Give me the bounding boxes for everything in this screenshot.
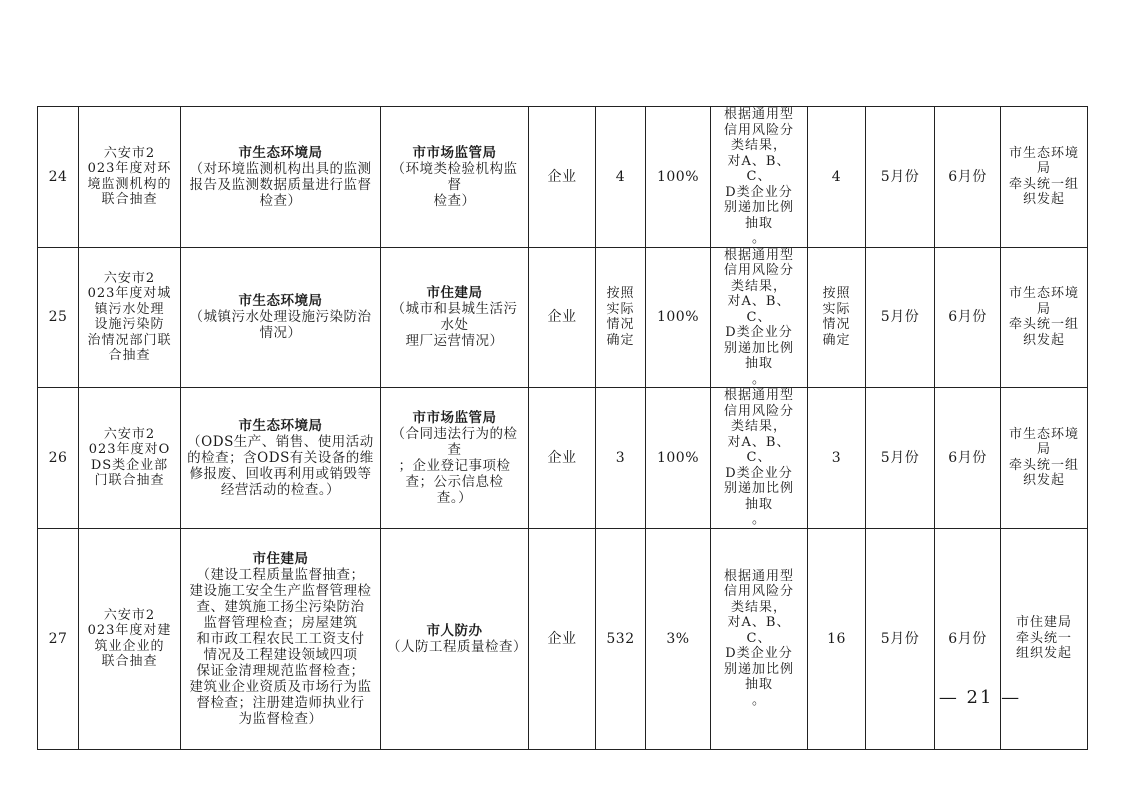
sampling-method-cell: 根据通用型 信用风险分 类结果， 对A、B、C、 D类企业分 别递加比例 抽取 。: [711, 388, 808, 529]
task-name-cell: 六安市2 023年度对城 镇污水处理 设施污染防 治情况部门联 合抽查: [79, 247, 181, 388]
lead-department-name: 市生态环境局: [238, 293, 323, 310]
cooperating-department-name: 市人防办: [426, 622, 483, 639]
task-name-cell: 六安市2 023年度对O DS类企业部 门联合抽查: [79, 388, 181, 529]
table-row: [38, 247, 1088, 388]
lead-department-items: （城镇污水处理设施污染防治情况）: [189, 309, 372, 342]
inspection-object-cell: 企业: [529, 528, 596, 749]
sampling-method-cell: 根据通用型 信用风险分 类结果， 对A、B、C、 D类企业分 别递加比例 抽取 。: [711, 107, 808, 248]
row-number-cell: 27: [38, 528, 79, 749]
object-count-cell: 3: [596, 388, 646, 529]
cooperating-department-items: （城市和县城生活污水处 理厂运营情况）: [391, 301, 518, 350]
sample-count-cell: 3: [808, 388, 866, 529]
inspection-object-cell: 企业: [529, 388, 596, 529]
inspection-plan-table: [37, 106, 1088, 750]
object-count-cell: 按照 实际 情况 确定: [596, 247, 646, 388]
lead-department-items: （建设工程质量监督抽查； 建设施工安全生产监督管理检 查、建筑施工扬尘污染防治 监督管理检查；房屋建筑 和市政工程农民工工资支付 情况及工程建设领域四项 保证金清理规范监督检查； 建筑业企业资质及市场行为监 督检查；注册建造师执业行 为监督检查）: [189, 566, 372, 727]
table-row: [38, 528, 1088, 749]
remark-cell: 市住建局 牵头统一 组织发起: [1001, 528, 1088, 749]
start-month-cell: 5月份: [866, 528, 935, 749]
cooperating-department-name: 市市场监管局: [412, 409, 497, 426]
sampling-method-cell: 根据通用型 信用风险分 类结果， 对A、B、C、 D类企业分 别递加比例 抽取 。: [711, 247, 808, 388]
end-month-cell: 6月份: [935, 528, 1001, 749]
cooperating-department-items: （人防工程质量检查）: [387, 638, 527, 655]
cooperating-department-cell: [381, 528, 529, 749]
sample-count-cell: 16: [808, 528, 866, 749]
remark-cell: 市生态环境局 牵头统一组 织发起: [1001, 247, 1088, 388]
cooperating-department-cell: [381, 107, 529, 248]
sampling-ratio-cell: 100%: [646, 247, 711, 388]
cooperating-department-cell: [381, 388, 529, 529]
lead-department-cell: [181, 247, 381, 388]
lead-department-name: 市生态环境局: [238, 144, 323, 161]
end-month-cell: 6月份: [935, 388, 1001, 529]
table-row: [38, 107, 1088, 248]
lead-department-name: 市住建局: [252, 550, 309, 567]
lead-department-cell: [181, 528, 381, 749]
lead-department-cell: [181, 107, 381, 248]
task-name-cell: 六安市2 023年度对环 境监测机构的 联合抽查: [79, 107, 181, 248]
task-name-cell: 六安市2 023年度对建 筑业企业的 联合抽查: [79, 528, 181, 749]
start-month-cell: 5月份: [866, 247, 935, 388]
row-number-cell: 24: [38, 107, 79, 248]
sample-count-cell: 按照 实际 情况 确定: [808, 247, 866, 388]
remark-cell: 市生态环境局 牵头统一组 织发起: [1001, 107, 1088, 248]
end-month-cell: 6月份: [935, 107, 1001, 248]
sampling-ratio-cell: 3%: [646, 528, 711, 749]
start-month-cell: 5月份: [866, 107, 935, 248]
start-month-cell: 5月份: [866, 388, 935, 529]
cooperating-department-cell: [381, 247, 529, 388]
cooperating-department-items: （合同违法行为的检查 ；企业登记事项检 查；公示信息检 查。）: [391, 425, 518, 506]
remark-cell: 市生态环境局 牵头统一组 织发起: [1001, 388, 1088, 529]
lead-department-items: （对环境监测机构出具的监测 报告及监测数据质量进行监督 检查）: [189, 160, 372, 209]
object-count-cell: 4: [596, 107, 646, 248]
sampling-ratio-cell: 100%: [646, 107, 711, 248]
page-number: — 21 —: [938, 687, 1022, 708]
sample-count-cell: 4: [808, 107, 866, 248]
lead-department-items: （ODS生产、销售、使用活动 的检查；含ODS有关设备的维 修报废、回收再利用或销毁等 经营活动的检查。）: [187, 433, 374, 498]
row-number-cell: 26: [38, 388, 79, 529]
table-body: [38, 107, 1088, 750]
object-count-cell: 532: [596, 528, 646, 749]
cooperating-department-name: 市市场监管局: [412, 144, 497, 161]
lead-department-cell: [181, 388, 381, 529]
end-month-cell: 6月份: [935, 247, 1001, 388]
cooperating-department-name: 市住建局: [426, 285, 483, 302]
table-row: [38, 388, 1088, 529]
sampling-method-cell: 根据通用型 信用风险分 类结果， 对A、B、C、 D类企业分 别递加比例 抽取 。: [711, 528, 808, 749]
lead-department-name: 市生态环境局: [238, 417, 323, 434]
inspection-object-cell: 企业: [529, 247, 596, 388]
sampling-ratio-cell: 100%: [646, 388, 711, 529]
cooperating-department-items: （环境类检验机构监督 检查）: [391, 160, 518, 209]
inspection-object-cell: 企业: [529, 107, 596, 248]
row-number-cell: 25: [38, 247, 79, 388]
